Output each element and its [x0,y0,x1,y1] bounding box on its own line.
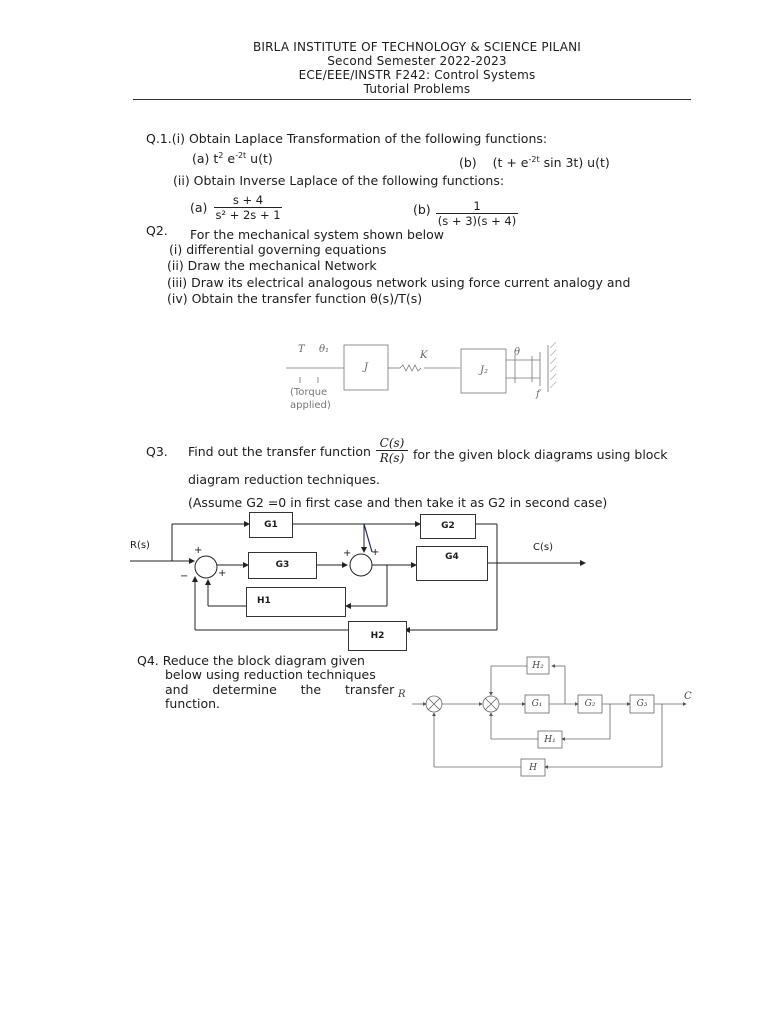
q1-ib-fraction: $\frac{1}{(s + 3)(s + 4)}$ [437,199,517,228]
q1-ib-label: (b) [413,202,431,217]
fig-torque-t: T [298,344,305,355]
q1-ia-fraction: $\frac{s + 4}{\text{s² + 2s + 1}}$ [215,193,281,222]
q1-ii: (ii) Obtain Inverse Laplace of the following functions: [173,173,505,188]
course-title: ECE/EEE/INSTR F242: Control Systems [298,68,536,82]
q3-line3: (Assume G2 =0 in first case and then take it as G2 in second case) [188,495,608,510]
fig-torque-label-1: (Torque [290,387,328,398]
q4-output-c: C [684,691,692,702]
q3-label: Q3. [146,444,168,459]
q4-label-g3: G₃ [636,699,648,709]
q2-ii: (ii) Draw the mechanical Network [167,258,377,273]
q3-block-g2: G2 [420,514,476,539]
q1-a: (a) $t^2$ $e^{-2t}$ u(t) [192,151,273,166]
q3-text2: for the given block diagrams using block [413,447,668,462]
q3-block-g3: G3 [248,552,317,579]
q3-block-g4: G4 [416,546,488,581]
q3-block-g1: G1 [249,512,293,538]
doc-title: Tutorial Problems [363,82,471,96]
q1-b: (b) ($t + e^{-2t}$ sin 3t) u(t) [459,155,610,170]
q2-text: For the mechanical system shown below [190,227,445,242]
q4-label-g2: G₂ [584,699,596,709]
q3-transfer-fraction: $\frac{C(s)}{R(s)}$ [376,436,408,465]
q3-input-r: R(s) [130,540,150,551]
q3-line2: diagram reduction techniques. [188,472,380,487]
fig-j2: J₂ [480,365,489,376]
q4-line1: Q4. Reduce the block diagram given [137,653,365,668]
q3-sign-plus-4: + [371,547,380,558]
fig-torque-label-2: applied) [290,400,331,411]
q4-label-h1: H₁ [544,735,556,745]
fig-k: K [420,350,428,361]
q4-line2: below using reduction techniques [165,667,376,682]
q3-output-c: C(s) [533,542,553,553]
q2-iii: (iii) Draw its electrical analogous network using force current analogy and [167,275,631,290]
q1-ia-label: (a) [190,200,208,215]
q3-sign-minus: − [180,571,189,582]
fig-theta1: θ₁ [319,344,330,355]
fig-j: J [364,362,369,373]
q2-iv: (iv) Obtain the transfer function θ(s)/T(s) [167,291,423,306]
q1-intro: Q.1.(i) Obtain Laplace Transformation of the following functions: [146,131,548,146]
institute-name: BIRLA INSTITUTE OF TECHNOLOGY & SCIENCE PILANI [252,40,582,54]
q3-text: Find out the transfer function [188,444,371,459]
q4-label-g1: G₁ [531,699,543,709]
semester: Second Semester 2022-2023 [327,54,507,68]
q4-label-h2: H₂ [532,661,544,671]
q3-block-h1: H1 [246,587,346,617]
q3-sign-plus-3: + [343,548,352,559]
q3-sign-plus-2: + [218,568,227,579]
fig-theta: θ [514,347,521,358]
q2-label: Q2. [146,223,168,238]
q2-i: (i) differential governing equations [169,242,387,257]
q4-label-h: H [529,763,537,773]
q4-input-r: R [398,689,406,700]
q4-line3: and determine the transfer [165,682,395,697]
fig-f: f [536,389,540,400]
q4-line4: function. [165,696,221,711]
q3-sign-plus-1: + [194,545,203,556]
q3-block-h2: H2 [348,621,407,651]
